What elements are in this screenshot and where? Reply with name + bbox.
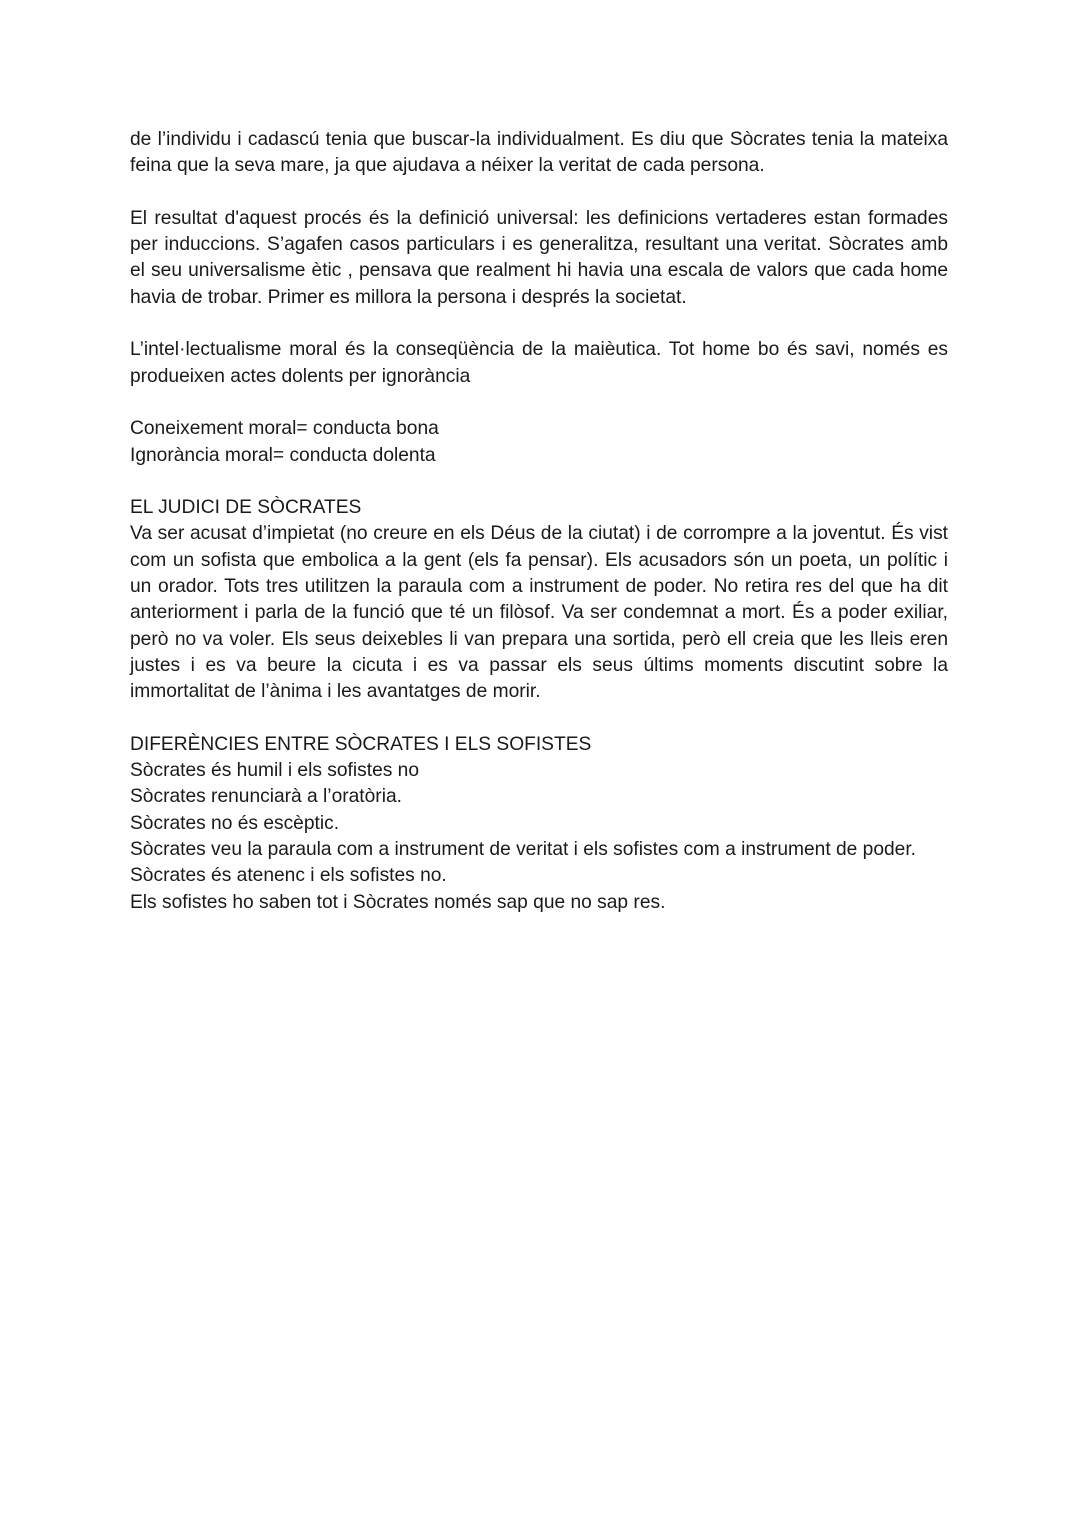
moral-equations [130,416,948,469]
paragraph-maieutica-end: de l’individu i cadascú tenia que buscar-la individualment. Es diu que Sòcrates tenia la mateixa feina que la seva mare, ja que ajudava a néixer la veritat de cada persona. [130,129,948,177]
paragraph-universal-definition: El resultat d'aquest procés és la definició universal: les definicions vertaderes estan formades per induccions. S’agafen casos particulars i es generalitza, resultant una veritat. Sòcrates amb el seu universalisme ètic , pensava que realment hi havia una escala de valors que cada home havia de trobar. Primer es millora la persona i després la societat. [130,207,948,308]
equation-ignorance: Ignorància moral= conducta dolenta [130,444,436,466]
list-item: Sòcrates és humil i els sofistes no [130,760,420,782]
equation-knowledge: Coneixement moral= conducta bona [130,418,439,440]
section-diferencies [130,732,948,916]
document-page [130,127,948,942]
section-title-diferencies: DIFERÈNCIES ENTRE SÒCRATES I ELS SOFISTES [130,733,592,755]
list-item: Sòcrates és atenenc i els sofistes no. [130,865,447,887]
list-item: Sòcrates no és escèptic. [130,812,340,834]
list-item: Sòcrates veu la paraula com a instrument de veritat i els sofistes com a instrument de poder. [130,839,917,861]
section-title-judici: EL JUDICI DE SÒCRATES [130,497,362,519]
paragraph-judici: Va ser acusat d’impietat (no creure en els Déus de la ciutat) i de corrompre a la joventut. És vist com un sofista que embolica a la gent (els fa pensar). Els acusadors són un poeta, un polític i un orador. Tots tres utilitzen la paraula com a instrument de poder. No retira res del que ha dit anteriorment i parla de la funció que té un filòsof. Va ser condemnat a mort. És a poder exiliar, però no va voler. Els seus deixebles li van prepara una sortida, però ell creia que les lleis eren justes i es va beure la cicuta i es va passar els seus últims moments discutint sobre la immortalitat de l’ànima i les avantatges de morir. [130,523,948,703]
list-item: Els sofistes ho saben tot i Sòcrates només sap que no sap res. [130,891,666,913]
list-item: Sòcrates renunciarà a l’oratòria. [130,786,402,808]
section-judici [130,495,948,705]
paragraph-intellectualism: L’intel·lectualisme moral és la conseqüència de la maièutica. Tot home bo és savi, només es produeixen actes dolents per ignorància [130,339,948,387]
